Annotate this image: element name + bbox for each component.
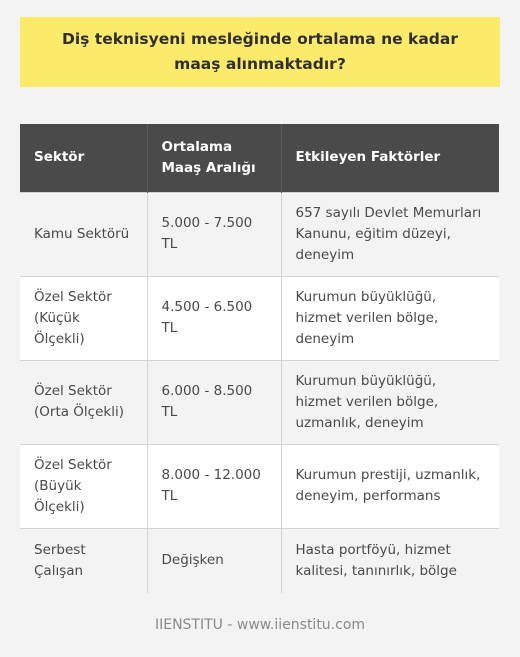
cell-salary: 6.000 - 8.500 TL	[147, 360, 281, 444]
header-salary-range: Ortalama Maaş Aralığı	[147, 124, 281, 192]
table-header-row	[20, 124, 499, 192]
cell-sector: Kamu Sektörü	[20, 192, 147, 276]
cell-factors: 657 sayılı Devlet Memurları Kanunu, eğitim düzeyi, deneyim	[281, 192, 499, 276]
cell-factors: Hasta portföyü, hizmet kalitesi, tanınırlık, bölge	[281, 528, 499, 593]
cell-salary: 8.000 - 12.000 TL	[147, 444, 281, 528]
header-sector: Sektör	[20, 124, 147, 192]
cell-sector: Serbest Çalışan	[20, 528, 147, 593]
salary-table	[20, 124, 499, 593]
cell-factors: Kurumun büyüklüğü, hizmet verilen bölge, uzmanlık, deneyim	[281, 360, 499, 444]
cell-sector: Özel Sektör (Küçük Ölçekli)	[20, 276, 147, 360]
cell-salary: Değişken	[147, 528, 281, 593]
cell-salary: 4.500 - 6.500 TL	[147, 276, 281, 360]
table-row	[20, 192, 499, 276]
footer-credit: IIENSTITU - www.iienstitu.com	[154, 617, 366, 633]
cell-factors: Kurumun prestiji, uzmanlık, deneyim, performans	[281, 444, 499, 528]
table-row	[20, 444, 499, 528]
page-title: Diş teknisyeni mesleğinde ortalama ne kadar maaş alınmaktadır?	[62, 30, 458, 73]
cell-salary: 5.000 - 7.500 TL	[147, 192, 281, 276]
title-banner	[20, 17, 500, 87]
cell-sector: Özel Sektör (Orta Ölçekli)	[20, 360, 147, 444]
cell-sector: Özel Sektör (Büyük Ölçekli)	[20, 444, 147, 528]
header-factors: Etkileyen Faktörler	[295, 149, 441, 166]
table-row	[20, 276, 499, 360]
table-row	[20, 360, 499, 444]
table-row	[20, 528, 499, 593]
cell-factors: Kurumun büyüklüğü, hizmet verilen bölge, deneyim	[281, 276, 499, 360]
